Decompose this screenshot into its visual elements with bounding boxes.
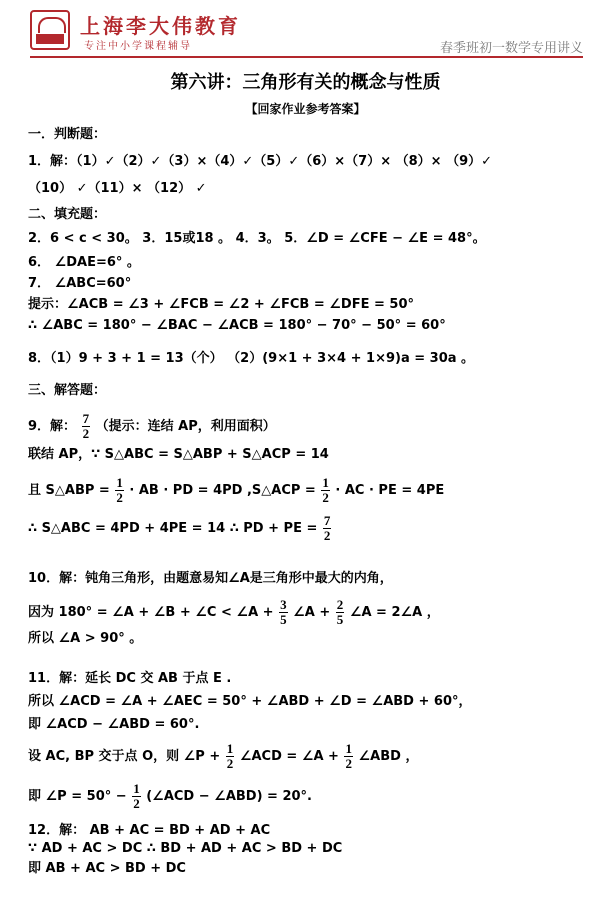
answer-line: ∴ ∠ABC = 180° − ∠BAC − ∠ACB = 180° − 70° − 50° = 60° [28,318,446,333]
answer-line: 提示：∠ACB = ∠3 + ∠FCB = ∠2 + ∠FCB = ∠DFE = 50° [28,297,414,312]
section-heading: 一．判断题： [28,127,107,142]
answer-line: 即 ∠ACD − ∠ABD = 60°. [28,717,200,732]
numerator: 1 [133,781,140,796]
answer-line: （10） ✓（11）× （12） ✓ [28,181,207,196]
numerator: 3 [280,597,287,612]
brand-slogan: 专注中小学课程辅导 [84,41,192,52]
answer-text: ∠A = 2∠A ， [349,605,440,620]
header-divider [30,56,583,58]
answer-text: · AB · PD = 4PD ,S△ACP = [129,483,316,498]
section-heading: 二、填充题： [28,207,107,222]
answer-line: 1．解：（1）✓（2）✓（3）×（4）✓（5）✓（6）×（7）× （8）× （9）✓ [28,154,493,169]
denominator: 5 [280,612,287,627]
fraction [132,782,141,811]
denominator: 2 [116,490,123,505]
fraction [115,476,124,505]
answer-line: ∵ AD + AC > DC ∴ BD + AD + AC > BD + DC [28,841,343,856]
fraction [344,742,353,771]
answer-line: 8．（1）9 + 3 + 1 = 13（个） （2）(9×1 + 3×4 + 1×9)a = 30a 。 [28,351,475,366]
answer-text: （提示：连结 AP，利用面积） [95,419,276,434]
answer-line [28,476,444,505]
answer-text: ∠ACD = ∠A + [239,749,339,764]
logo-icon [30,10,70,50]
fraction [336,598,345,627]
answer-line: 6． ∠DAE=6° 。 [28,255,140,270]
page-title: 第六讲：三角形有关的概念与性质 [170,72,441,93]
numerator: 1 [226,741,234,756]
answer-line: 10．解：钝角三角形，由题意易知∠A是三角形中最大的内角， [28,571,393,586]
denominator: 2 [322,490,329,505]
denominator: 2 [345,756,352,771]
denominator: 5 [336,612,344,627]
fraction [226,742,235,771]
answer-text: ∠A + [293,605,331,620]
section-heading: 三、解答题： [28,383,107,398]
fraction [323,514,332,543]
denominator: 2 [133,796,140,811]
answer-text: ∠ABD ， [358,749,419,764]
answer-text: 且 S△ABP = [28,483,110,498]
numerator: 1 [345,741,352,756]
answer-line: 11．解：延长 DC 交 AB 于点 E . [28,671,232,686]
denominator: 2 [323,528,331,543]
fraction [321,476,330,505]
brand-name: 上海李大伟教育 [80,14,241,38]
page-header [0,0,611,62]
answer-text: 9．解： [28,419,77,434]
numerator: 1 [116,475,123,490]
answer-text: ∴ S△ABC = 4PD + 4PE = 14 ∴ PD + PE = [28,521,318,536]
answer-line [28,598,440,627]
answer-line: 所以 ∠ACD = ∠A + ∠AEC = 50° + ∠ABD + ∠D = ∠ABD + 60°， [28,694,472,709]
answer-line: 12．解： AB + AC = BD + AD + AC [28,823,271,838]
numerator: 1 [322,475,329,490]
answer-line: 所以 ∠A > 90° 。 [28,631,143,646]
denominator: 2 [82,426,90,441]
answer-line [28,782,312,811]
page-subtitle: 【回家作业参考答案】 [245,102,366,116]
answer-line: 7． ∠ABC=60° [28,276,132,291]
answer-text: (∠ACD − ∠ABD) = 20°. [146,789,312,804]
numerator: 2 [336,597,344,612]
answer-text: 设 AC, BP 交于点 O，则 ∠P + [28,749,221,764]
course-label: 春季班初一数学专用讲义 [439,41,583,56]
denominator: 2 [226,756,234,771]
answer-text: 即 ∠P = 50° − [28,789,127,804]
answer-line: 2．6 < c < 30。 3．15或18 。 4．3。 5．∠D = ∠CFE − ∠E = 48°。 [28,231,486,246]
numerator: 7 [82,411,90,426]
numerator: 7 [323,513,331,528]
fraction [279,598,288,627]
answer-line: 联结 AP，∵ S△ABC = S△ABP + S△ACP = 14 [28,447,329,462]
fraction [82,412,91,441]
answer-line: 即 AB + AC > BD + DC [28,861,186,876]
answer-line [28,514,332,543]
answer-line [28,742,418,771]
answer-line [28,412,276,441]
answer-text: 因为 180° = ∠A + ∠B + ∠C < ∠A + [28,605,274,620]
answer-text: · AC · PE = 4PE [335,483,445,498]
